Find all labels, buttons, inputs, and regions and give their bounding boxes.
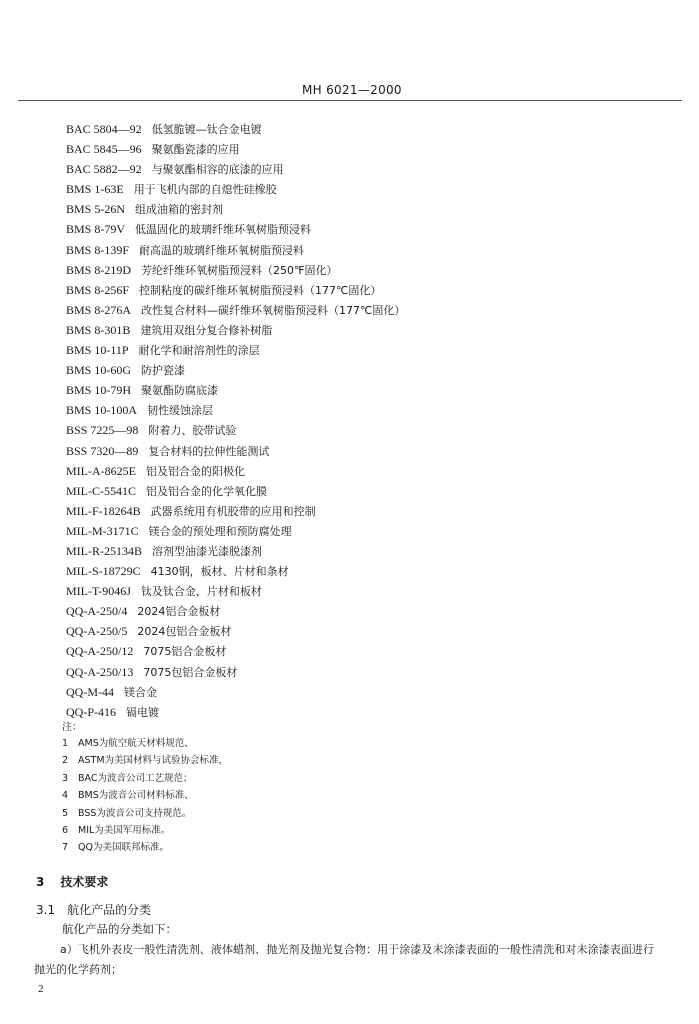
note-item [62,787,228,804]
notes-list [62,735,228,857]
standard-code: BMS 8-139F [66,242,130,257]
header-divider [18,100,682,101]
standard-code: BMS 1-63E [66,182,124,197]
standard-code: BMS 10-60G [66,363,132,378]
standard-entry [66,240,405,260]
note-item [62,839,228,856]
standard-entry [66,682,405,702]
standard-title: 镉电镀 [126,705,159,719]
standard-entry [66,601,405,621]
section-number: 3 [36,875,45,889]
standard-code: BAC 5804—92 [66,122,142,136]
standard-code: BAC 5845—96 [66,142,142,157]
standard-title: 组成油箱的密封剂 [135,203,224,217]
standard-code: BMS 5-26N [66,202,126,217]
note-text: BSS为波音公司支持规范。 [78,807,192,819]
standard-title: 附着力、胶带试验 [148,424,237,438]
standard-code: QQ-A-250/4 [66,604,128,619]
note-number: 5 [62,807,69,819]
standard-code: MIL-T-9046J [66,584,131,599]
standard-title: 铝及铝合金的化学氧化膜 [146,484,267,498]
standard-title: 2024铝合金板材 [137,605,221,619]
document-code: MH 6021—2000 [302,83,402,97]
standard-code: BMS 8-219D [66,262,132,277]
standard-entry [66,561,405,581]
standard-title: 耐化学和耐溶剂性的涂层 [138,344,260,358]
note-text: BAC为波音公司工艺规范； [78,772,193,784]
standard-title: 镁合金的预处理和预防腐处理 [148,524,292,538]
standard-code: BSS 7320—89 [66,443,139,458]
standard-code: QQ-A-250/13 [66,664,134,679]
page-number: 2 [38,983,44,995]
standard-title: 聚氨酯防腐底漆 [141,384,219,398]
note-text: MIL为美国军用标准。 [78,824,171,836]
subsection-heading [36,901,151,918]
standard-title: 溶剂型油漆光漆脱漆剂 [152,544,262,558]
note-text: QQ为美国联邦标准。 [78,842,169,854]
standard-code: MIL-F-18264B [66,503,141,518]
standard-title: 7075铝合金板材 [143,645,227,659]
standard-title: 用于飞机内部的自熄性硅橡胶 [133,183,277,197]
note-text: ASTM为美国材料与试验协会标准， [78,755,229,767]
standard-entry [66,260,405,280]
standard-entry [66,199,405,219]
standard-code: BMS 8-79V [66,222,126,237]
note-item [62,735,228,752]
standard-entry [66,219,405,239]
note-number: 7 [62,842,69,854]
standard-title: 改性复合材料—碳纤维环氧树脂预浸料（177℃固化） [141,303,406,317]
standard-entry [66,320,405,340]
standard-code: QQ-M-44 [66,684,114,699]
note-item [62,805,228,822]
standard-code: MIL-C-5541C [66,483,136,498]
standard-entry [66,621,405,641]
standard-title: 钛及钛合金，片材和板材 [140,585,262,599]
standard-entry [66,541,405,561]
standard-title: 与聚氨酯相容的底漆的应用 [151,163,284,177]
note-number: 1 [62,738,69,749]
note-item [62,770,228,787]
standard-code: BMS 10-11P [66,343,129,358]
standard-entry [66,581,405,601]
standard-code: BAC 5882—92 [66,162,142,177]
standard-code: MIL-M-3171C [66,523,139,538]
note-number: 2 [62,755,69,767]
standard-title: 复合材料的拉伸性能测试 [148,444,270,458]
section-heading [36,873,108,890]
standard-entry [66,501,405,521]
note-item [62,752,228,769]
note-text: AMS为航空航天材料规范、 [78,738,194,749]
standard-entry [66,300,405,320]
standard-title: 7075包铝合金板材 [143,665,238,679]
note-item [62,822,228,839]
standard-title: 芳纶纤维环氧树脂预浸料（250℉固化） [141,263,338,277]
standard-code: BSS 7225—98 [66,423,139,438]
subsection-number: 3.1 [36,903,56,917]
notes-label: 注： [62,722,82,733]
standard-entry [66,702,405,722]
standard-entry [66,481,405,501]
standard-title: 韧性缓蚀涂层 [147,404,214,418]
standard-code: BMS 8-256F [66,282,130,297]
standard-entry [66,139,405,159]
standard-title: 耐高温的玻璃纤维环氧树脂预浸料 [139,243,305,257]
standard-code: BMS 8-276A [66,302,132,317]
standard-entry [66,340,405,360]
standard-code: BMS 10-100A [66,403,138,418]
standard-code: MIL-A-8625E [66,463,136,478]
standard-title: 低温固化的玻璃纤维环氧树脂预浸料 [135,223,312,237]
standard-title: 铝及铝合金的阳极化 [145,464,245,478]
intro-text: 航化产品的分类如下： [62,922,177,936]
standard-code: BMS 8-301B [66,322,131,337]
standard-entry [66,280,405,300]
standard-title: 镁合金 [124,685,157,699]
standard-title: 武器系统用有机胶带的应用和控制 [150,504,316,518]
standard-title: 4130钢，板材、片材和条材 [150,565,289,579]
standard-code: MIL-S-18729C [66,564,141,579]
standard-title: 聚氨酯瓷漆的应用 [151,143,240,157]
standard-entry [66,179,405,199]
standard-title: 控制粘度的碳纤维环氧树脂预浸料（177℃固化） [139,283,382,297]
standard-code: QQ-A-250/12 [66,644,134,659]
note-number: 3 [62,772,69,784]
standard-entry [66,159,405,179]
standard-code: MIL-R-25134B [66,543,142,558]
standard-entry [66,119,405,139]
standard-title: 2024包铝合金板材 [137,625,232,639]
standard-title: 低氢脆镀—钛合金电镀 [151,123,262,136]
standard-title: 建筑用双组分复合修补树脂 [140,323,273,337]
standard-title: 防护瓷漆 [141,364,186,378]
standard-entry [66,521,405,541]
section-title: 技术要求 [60,875,109,889]
standards-list [66,119,405,722]
standard-code: QQ-P-416 [66,704,116,719]
standard-entry [66,461,405,481]
standard-entry [66,441,405,461]
standard-code: QQ-A-250/5 [66,624,128,639]
subsection-title: 航化产品的分类 [67,903,152,917]
standard-entry [66,400,405,420]
body-paragraph: a）飞机外表皮一般性清洗剂、液体蜡剂、抛光剂及抛光复合物：用于涂漆及未涂漆表面的一般性清洗和对未涂漆表面进行抛光的化学药剂； [34,943,654,976]
note-number: 6 [62,824,69,836]
standard-entry [66,380,405,400]
standard-entry [66,641,405,661]
note-text: BMS为波音公司材料标准、 [78,790,194,802]
standard-entry [66,360,405,380]
standard-entry [66,420,405,440]
standard-entry [66,662,405,682]
standard-code: BMS 10-79H [66,383,132,398]
note-number: 4 [62,790,69,802]
